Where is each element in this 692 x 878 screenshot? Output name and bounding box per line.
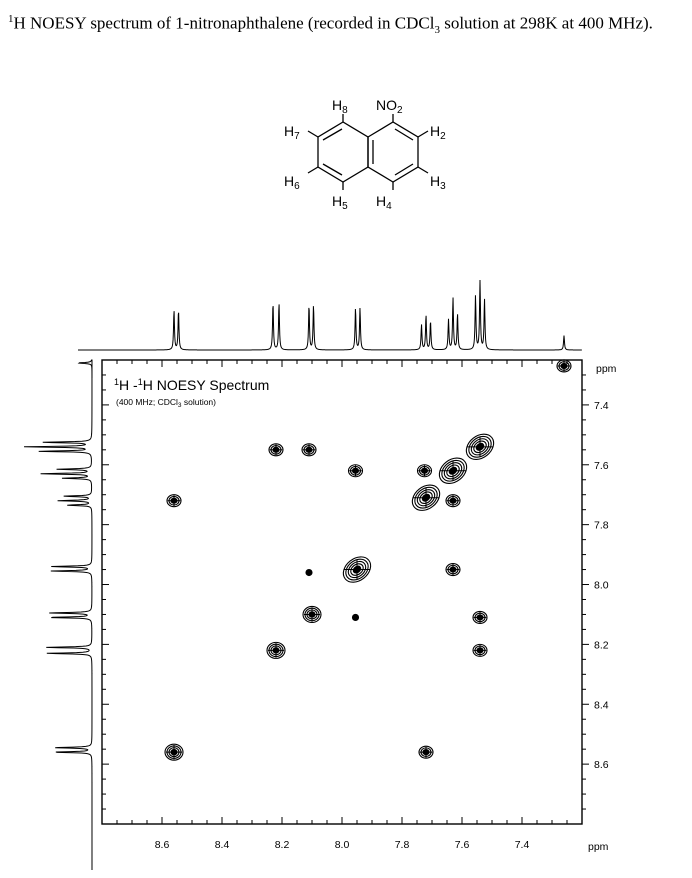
double-bond — [323, 129, 342, 140]
molecule-structure — [308, 114, 428, 190]
caption-subscript: 3 — [434, 24, 440, 37]
label-no2: $NO_2$ — [376, 97, 403, 116]
spectrum-subtitle: (400 MHz; CDCl$_3$ solution) — [116, 397, 216, 409]
cross-peak — [306, 570, 312, 576]
x-tick-label: 7.4 — [514, 839, 530, 851]
molecule-labels — [284, 97, 446, 212]
cross-peak — [338, 552, 375, 588]
top-1d-projection — [78, 280, 582, 350]
label-h7: $H_7$ — [284, 123, 300, 142]
spectrum-title: $^1$H -$^1$H NOESY Spectrum — [114, 377, 270, 393]
x-tick-label: 8.2 — [274, 839, 290, 851]
left-ring — [318, 122, 368, 182]
y-tick-label: 7.4 — [594, 399, 609, 412]
cross-peak — [446, 495, 460, 507]
y-tick-label: 8.4 — [594, 699, 609, 712]
double-bond — [395, 164, 413, 175]
bond-h2 — [418, 131, 428, 137]
x-tick-label: 8.4 — [214, 839, 230, 851]
x-axis-tick-labels — [155, 839, 530, 851]
bond-h3 — [418, 167, 428, 173]
cross-peak — [303, 606, 321, 622]
bond-h7 — [308, 131, 318, 137]
y-axis-tick-labels — [594, 400, 609, 771]
cross-peak — [167, 495, 181, 507]
cross-peak — [165, 744, 183, 760]
cross-peak — [419, 746, 433, 758]
caption-text-b: solution at 298K at 400 MHz). — [439, 13, 653, 33]
y-axis-unit: ppm — [596, 363, 617, 375]
y-tick-label: 7.6 — [594, 459, 609, 472]
cross-peak — [461, 429, 498, 465]
cross-peak — [557, 360, 571, 372]
y-tick-label: 8.0 — [594, 579, 609, 592]
y-tick-label: 7.8 — [594, 519, 609, 532]
y-tick-label: 8.6 — [594, 759, 609, 772]
cross-peak — [269, 444, 283, 456]
cross-peak — [407, 480, 444, 516]
cross-peak — [473, 644, 487, 656]
cross-peaks-layer — [165, 360, 571, 760]
x-tick-label: 7.8 — [394, 839, 410, 851]
x-tick-label: 8.6 — [154, 839, 170, 851]
x-tick-label: 8.0 — [334, 839, 350, 851]
label-h3: $H_3$ — [430, 173, 446, 192]
cross-peak — [473, 611, 487, 623]
caption-text-a: H NOESY spectrum of 1-nitronaphthalene (recorded in CDCl — [13, 13, 435, 33]
cross-peak — [353, 614, 359, 620]
label-h8: $H_8$ — [332, 97, 348, 116]
cross-peak — [267, 642, 285, 658]
x-axis-ticks — [117, 360, 567, 824]
double-bond — [395, 129, 413, 140]
x-tick-label: 7.6 — [454, 839, 470, 851]
cross-peak — [349, 465, 363, 477]
cross-peak — [418, 465, 432, 477]
label-h6: $H_6$ — [284, 173, 300, 192]
cross-peak — [434, 453, 471, 489]
left-1d-projection — [24, 360, 92, 870]
label-h2: $H_2$ — [430, 123, 446, 142]
x-axis-unit: ppm — [588, 841, 609, 853]
bond-h6 — [308, 167, 318, 173]
double-bond — [323, 164, 342, 175]
label-h5: $H_5$ — [332, 193, 348, 212]
caption-superscript: 1 — [8, 13, 14, 25]
label-h4: $H_4$ — [376, 193, 392, 212]
cross-peak — [302, 444, 316, 456]
cross-peak — [446, 564, 460, 576]
right-ring — [368, 122, 418, 182]
y-tick-label: 8.2 — [594, 639, 609, 652]
